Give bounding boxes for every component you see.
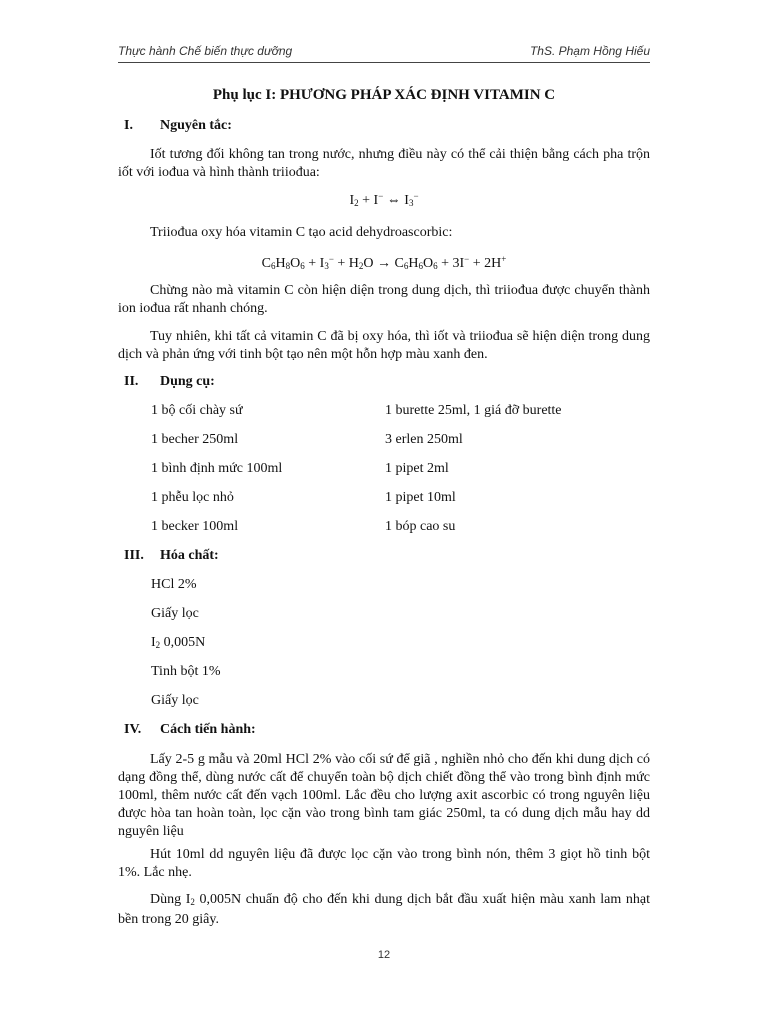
section-title: Cách tiến hành: <box>160 722 256 737</box>
section-number: III. <box>124 548 144 563</box>
principle-paragraph-2: Triiođua oxy hóa vitamin C tạo acid dehydroascorbic: <box>150 225 453 240</box>
section-number: I. <box>124 118 133 133</box>
section-title: Hóa chất: <box>160 548 219 563</box>
equipment-item: 1 bộ cối chày sứ <box>151 403 243 418</box>
equipment-item: 1 burette 25ml, 1 giá đỡ burette <box>385 403 562 418</box>
section-number: II. <box>124 374 139 389</box>
chemical-item: $I_2$ 0,005N <box>151 635 206 650</box>
equipment-item: 1 becher 250ml <box>151 432 239 447</box>
procedure-text: Dùng I <box>150 892 191 907</box>
page-number: 12 <box>377 949 391 961</box>
equation-triiodide: $I_2 + I^-$ ⇔ $I_3^-$ <box>349 191 419 208</box>
chemical-item: Giấy lọc <box>151 606 199 621</box>
equipment-item: 1 pipet 2ml <box>385 461 449 476</box>
header-right-text: ThS. Phạm Hồng Hiếu <box>529 44 650 58</box>
page-title: Phụ lục I: PHƯƠNG PHÁP XÁC ĐỊNH VITAMIN C <box>212 87 556 103</box>
page-header <box>118 44 650 60</box>
chemical-item: Giấy lọc <box>151 693 199 708</box>
chemical-item: HCl 2% <box>151 577 197 592</box>
equipment-item: 3 erlen 250ml <box>385 432 463 447</box>
procedure-text: 0,005N chuẩn độ cho đến khi dung dịch bắt đầu xuất hiện màu xanh lam nhạt bền trong 20 giây. <box>118 892 650 927</box>
equation-oxidation: $C_6H_8O_6 + I_3^- + H_2O \to C_6H_6O_6 + 3I^- + 2H^+$ <box>261 254 507 271</box>
principle-paragraph-4: Tuy nhiên, khi tất cả vitamin C đã bị oxy hóa, thì iốt và triiođua sẽ hiện diện trong dung dịch và phản ứng với tinh bột tạo nên một hỗn hợp màu xanh đen. <box>118 329 650 362</box>
equipment-item: 1 becker 100ml <box>151 519 239 534</box>
section-number: IV. <box>124 722 142 737</box>
principle-paragraph-3: Chừng nào mà vitamin C còn hiện diện trong dung dịch, thì triiođua được chuyển thành ion iođua rất nhanh chóng. <box>118 283 650 316</box>
equipment-item: 1 phễu lọc nhỏ <box>151 490 234 505</box>
chemical-item-text: 0,005N <box>160 635 206 650</box>
procedure-paragraph-2: Hút 10ml dd nguyên liệu đã được lọc cặn vào trong bình nón, thêm 3 giọt hồ tinh bột 1%. Lắc nhẹ. <box>118 847 650 880</box>
procedure-paragraph-3: Dùng $I_2$ 0,005N chuẩn độ cho đến khi dung dịch bắt đầu xuất hiện màu xanh lam nhạt bền trong 20 giây. <box>118 892 650 927</box>
header-divider <box>118 62 650 63</box>
section-heading-procedure <box>124 722 256 738</box>
header-left-text: Thực hành Chế biến thực dưỡng <box>118 44 293 58</box>
equipment-item: 1 bình định mức 100ml <box>151 461 283 476</box>
section-heading-equipment <box>124 374 215 390</box>
section-heading-chemicals <box>124 548 219 564</box>
equipment-item: 1 bóp cao su <box>385 519 456 534</box>
procedure-paragraph-1: Lấy 2-5 g mẫu và 20ml HCl 2% vào cối sứ để giã , nghiền nhỏ cho đến khi dung dịch có dạng đồng thể, dùng nước cất để chuyển toàn bộ dịch chiết đồng thể vào trong bình định mức 100ml, thêm nước cất đến vạch 100ml. Lắc đều cho lượng axit ascorbic có trong nguyên liệu được hòa tan hoàn toàn, lọc cặn vào trong bình tam giác 250ml, ta có dung dịch mẫu hay dd nguyên liệu <box>118 752 650 839</box>
section-heading-principle <box>124 118 232 134</box>
section-title: Nguyên tắc: <box>160 118 232 133</box>
section-title: Dụng cụ: <box>160 374 215 389</box>
principle-paragraph-1: Iốt tương đối không tan trong nước, nhưng điều này có thể cải thiện bằng cách pha trộn iốt với iođua và hình thành triiođua: <box>118 147 650 180</box>
equipment-item: 1 pipet 10ml <box>385 490 456 505</box>
chemical-item: Tinh bột 1% <box>151 664 221 679</box>
